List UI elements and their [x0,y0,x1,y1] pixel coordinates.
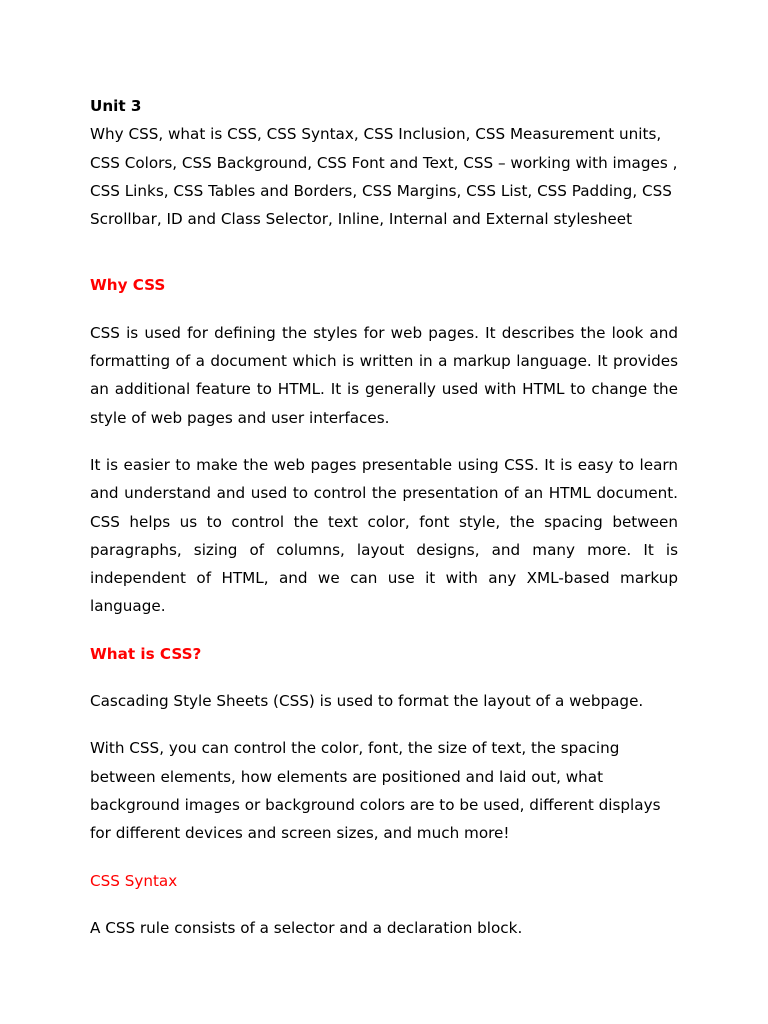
css-syntax-paragraph-1: A CSS rule consists of a selector and a declaration block. [90,918,523,937]
unit-topics: Why CSS, what is CSS, CSS Syntax, CSS Inclusion, CSS Measurement units, CSS Colors, CSS Background, CSS Font and Text, CSS – working with images , CSS Links, CSS Tables and Borders, CSS Margins, CSS List, CSS Padding, CSS Scrollbar, ID and Class Selector, Inline, Internal and External stylesheet [90,125,678,229]
what-is-css-paragraph-1: Cascading Style Sheets (CSS) is used to format the layout of a webpage. [90,692,644,711]
heading-what-is-css: What is CSS? [90,644,202,663]
heading-why-css: Why CSS [90,276,166,295]
unit-title: Unit 3 [90,97,142,115]
document-page [90,92,678,942]
why-css-paragraph-1: CSS is used for defining the styles for web pages. It describes the look and formatting of a document which is written in a markup language. It provides an additional feature to HTML. It is generally used with HTML to change the style of web pages and user interfaces. [90,323,678,427]
heading-css-syntax: CSS Syntax [90,871,178,890]
what-is-css-paragraph-2: With CSS, you can control the color, font, the size of text, the spacing between elements, how elements are positioned and laid out, what background images or background colors are to be used, different displays for different devices and screen sizes, and much more! [90,739,661,843]
why-css-paragraph-2: It is easier to make the web pages presentable using CSS. It is easy to learn and understand and used to control the presentation of an HTML document. CSS helps us to control the text color, font style, the spacing between paragraphs, sizing of columns, layout designs, and many more. It is independent of HTML, and we can use it with any XML-based markup language. [90,455,678,616]
